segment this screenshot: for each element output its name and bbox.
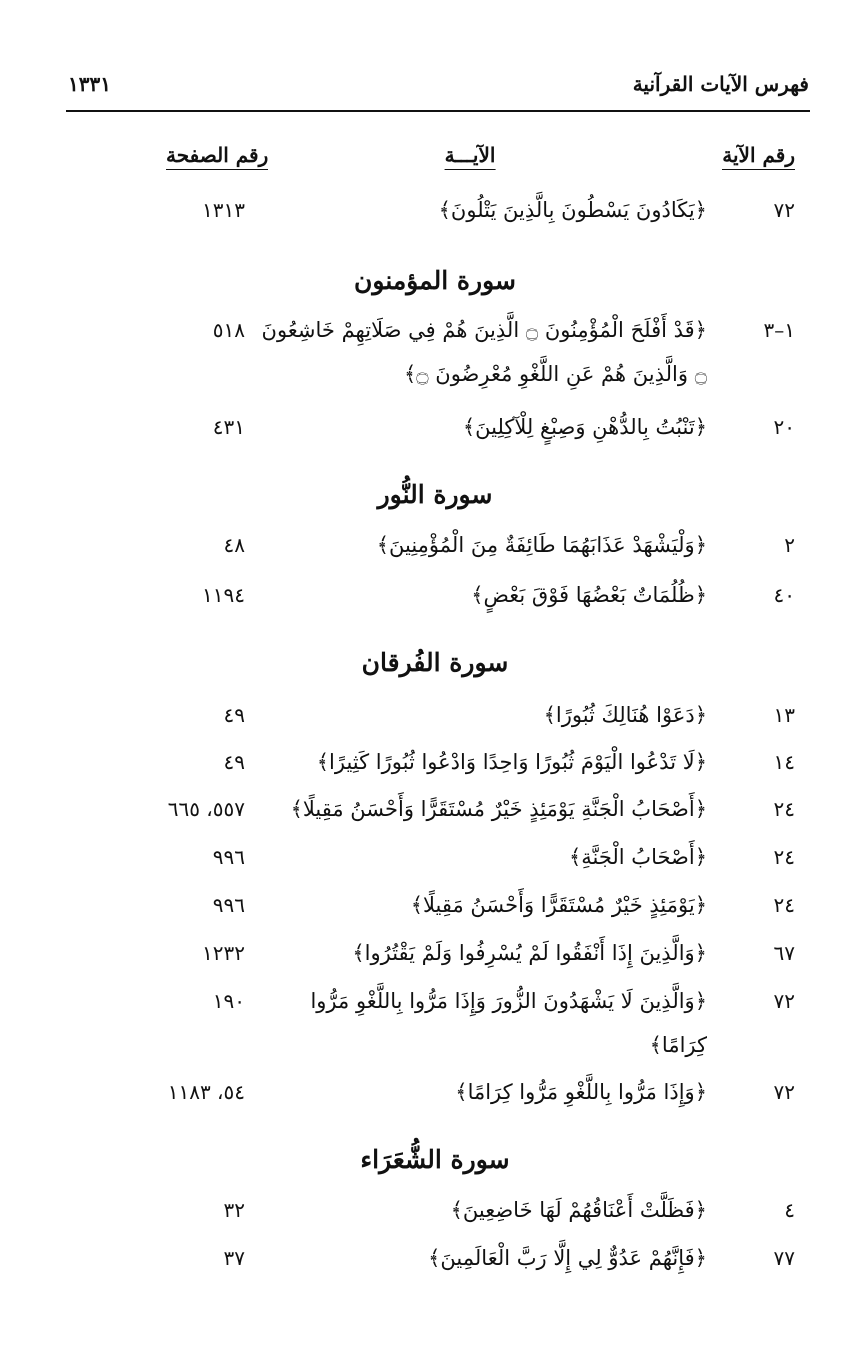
index-row — [0, 415, 855, 455]
index-row — [0, 941, 855, 981]
surah-heading: سورة النُّور — [377, 480, 493, 509]
ayah-number: ٤٠ — [773, 583, 795, 607]
page-ref: ٤٨ — [223, 533, 245, 557]
ayah-text: ﴿دَعَوْا هُنَالِكَ ثُبُورًا﴾ — [543, 703, 707, 727]
ayah-number: ٢٤ — [773, 797, 795, 821]
ayah-text: ﴿قَدْ أَفْلَحَ الْمُؤْمِنُونَ ۝ الَّذِينَ هُمْ فِي صَلَاتِهِمْ خَاشِعُونَ — [261, 318, 707, 342]
page-ref: ١٩٠ — [212, 989, 245, 1013]
ayah-text-continuation: ۝ وَالَّذِينَ هُمْ عَنِ اللَّغْوِ مُعْرِضُونَ ۝﴾ — [403, 362, 707, 386]
ayah-number: ١–٣ — [763, 318, 795, 342]
ayah-number: ٧٧ — [773, 1246, 795, 1270]
index-row-continuation — [0, 362, 855, 402]
ayah-number: ١٣ — [773, 703, 795, 727]
running-header-title: فهرس الآيات القرآنية — [632, 72, 809, 96]
ayah-text: ﴿فَظَلَّتْ أَعْنَاقُهُمْ لَهَا خَاضِعِينَ﴾ — [450, 1198, 707, 1222]
page-number: ١٣٣١ — [68, 72, 111, 96]
index-row-continuation — [0, 1033, 855, 1073]
surah-heading: سورة المؤمنون — [354, 266, 516, 295]
page-ref: ٤٩ — [223, 703, 245, 727]
index-row — [0, 797, 855, 837]
index-row — [0, 989, 855, 1029]
page-ref: ١٣١٣ — [202, 198, 245, 222]
ayah-text-continuation: كِرَامًا﴾ — [649, 1033, 707, 1057]
ayah-text: ﴿فَإِنَّهُمْ عَدُوٌّ لِي إِلَّا رَبَّ الْعَالَمِينَ﴾ — [428, 1246, 707, 1270]
ayah-text: ﴿وَإِذَا مَرُّوا بِاللَّغْوِ مَرُّوا كِرَامًا﴾ — [455, 1080, 707, 1104]
index-row — [0, 750, 855, 790]
index-row — [0, 845, 855, 885]
ayah-text: ﴿ظُلُمَاتٌ بَعْضُهَا فَوْقَ بَعْضٍ﴾ — [471, 583, 707, 607]
ayah-text: ﴿تَنْبُتُ بِالدُّهْنِ وَصِبْغٍ لِلْآكِلِينَ﴾ — [462, 415, 707, 439]
ayah-text: ﴿يَوْمَئِذٍ خَيْرٌ مُسْتَقَرًّا وَأَحْسَنُ مَقِيلًا﴾ — [410, 893, 707, 917]
index-row — [0, 583, 855, 623]
page-ref: ٣٧ — [223, 1246, 245, 1270]
surah-heading: سورة الشُّعَرَاء — [360, 1145, 510, 1174]
index-row — [0, 1080, 855, 1120]
ayah-number: ٦٧ — [773, 941, 795, 965]
ayah-number: ١٤ — [773, 750, 795, 774]
page-ref: ٣٢ — [223, 1198, 245, 1222]
column-header-page: رقم الصفحة — [166, 143, 268, 170]
surah-heading: سورة الفُرقان — [361, 648, 509, 677]
page-ref: ٩٩٦ — [212, 893, 245, 917]
header-rule — [66, 110, 810, 112]
ayah-number: ٢٤ — [773, 845, 795, 869]
index-row — [0, 1198, 855, 1238]
index-row — [0, 893, 855, 933]
ayah-text: ﴿يَكَادُونَ يَسْطُونَ بِالَّذِينَ يَتْلُونَ﴾ — [438, 198, 707, 222]
page-ref: ٥٤، ١١٨٣ — [167, 1080, 245, 1104]
index-row — [0, 1246, 855, 1286]
ayah-text: ﴿وَالَّذِينَ لَا يَشْهَدُونَ الزُّورَ وَإِذَا مَرُّوا بِاللَّغْوِ مَرُّوا — [310, 989, 707, 1013]
index-row — [0, 703, 855, 743]
ayah-number: ٧٢ — [773, 989, 795, 1013]
ayah-text: ﴿أَصْحَابُ الْجَنَّةِ﴾ — [568, 845, 707, 869]
ayah-number: ٧٢ — [773, 198, 795, 222]
index-row — [0, 198, 855, 238]
page-ref: ١١٩٤ — [202, 583, 245, 607]
ayah-number: ٢٠ — [773, 415, 795, 439]
ayah-text: ﴿وَلْيَشْهَدْ عَذَابَهُمَا طَائِفَةٌ مِنَ الْمُؤْمِنِينَ﴾ — [376, 533, 707, 557]
index-row — [0, 318, 855, 358]
column-header-ayah-number: رقم الآية — [722, 143, 795, 170]
ayah-text: ﴿وَالَّذِينَ إِذَا أَنْفَقُوا لَمْ يُسْرِفُوا وَلَمْ يَقْتُرُوا﴾ — [352, 941, 707, 965]
page-ref: ٥٥٧، ٦٦٥ — [167, 797, 245, 821]
page-ref: ٩٩٦ — [212, 845, 245, 869]
ayah-number: ٢ — [784, 533, 795, 557]
ayah-number: ٢٤ — [773, 893, 795, 917]
column-header-ayah: الآيـــة — [445, 143, 496, 170]
page-ref: ٤٩ — [223, 750, 245, 774]
page-ref: ٥١٨ — [212, 318, 245, 342]
page-ref: ١٢٣٢ — [202, 941, 245, 965]
ayah-text: ﴿لَا تَدْعُوا الْيَوْمَ ثُبُورًا وَاحِدًا وَادْعُوا ثُبُورًا كَثِيرًا﴾ — [316, 750, 707, 774]
ayah-number: ٤ — [784, 1198, 795, 1222]
ayah-number: ٧٢ — [773, 1080, 795, 1104]
index-row — [0, 533, 855, 573]
ayah-text: ﴿أَصْحَابُ الْجَنَّةِ يَوْمَئِذٍ خَيْرٌ مُسْتَقَرًّا وَأَحْسَنُ مَقِيلًا﴾ — [290, 797, 707, 821]
page-ref: ٤٣١ — [212, 415, 245, 439]
